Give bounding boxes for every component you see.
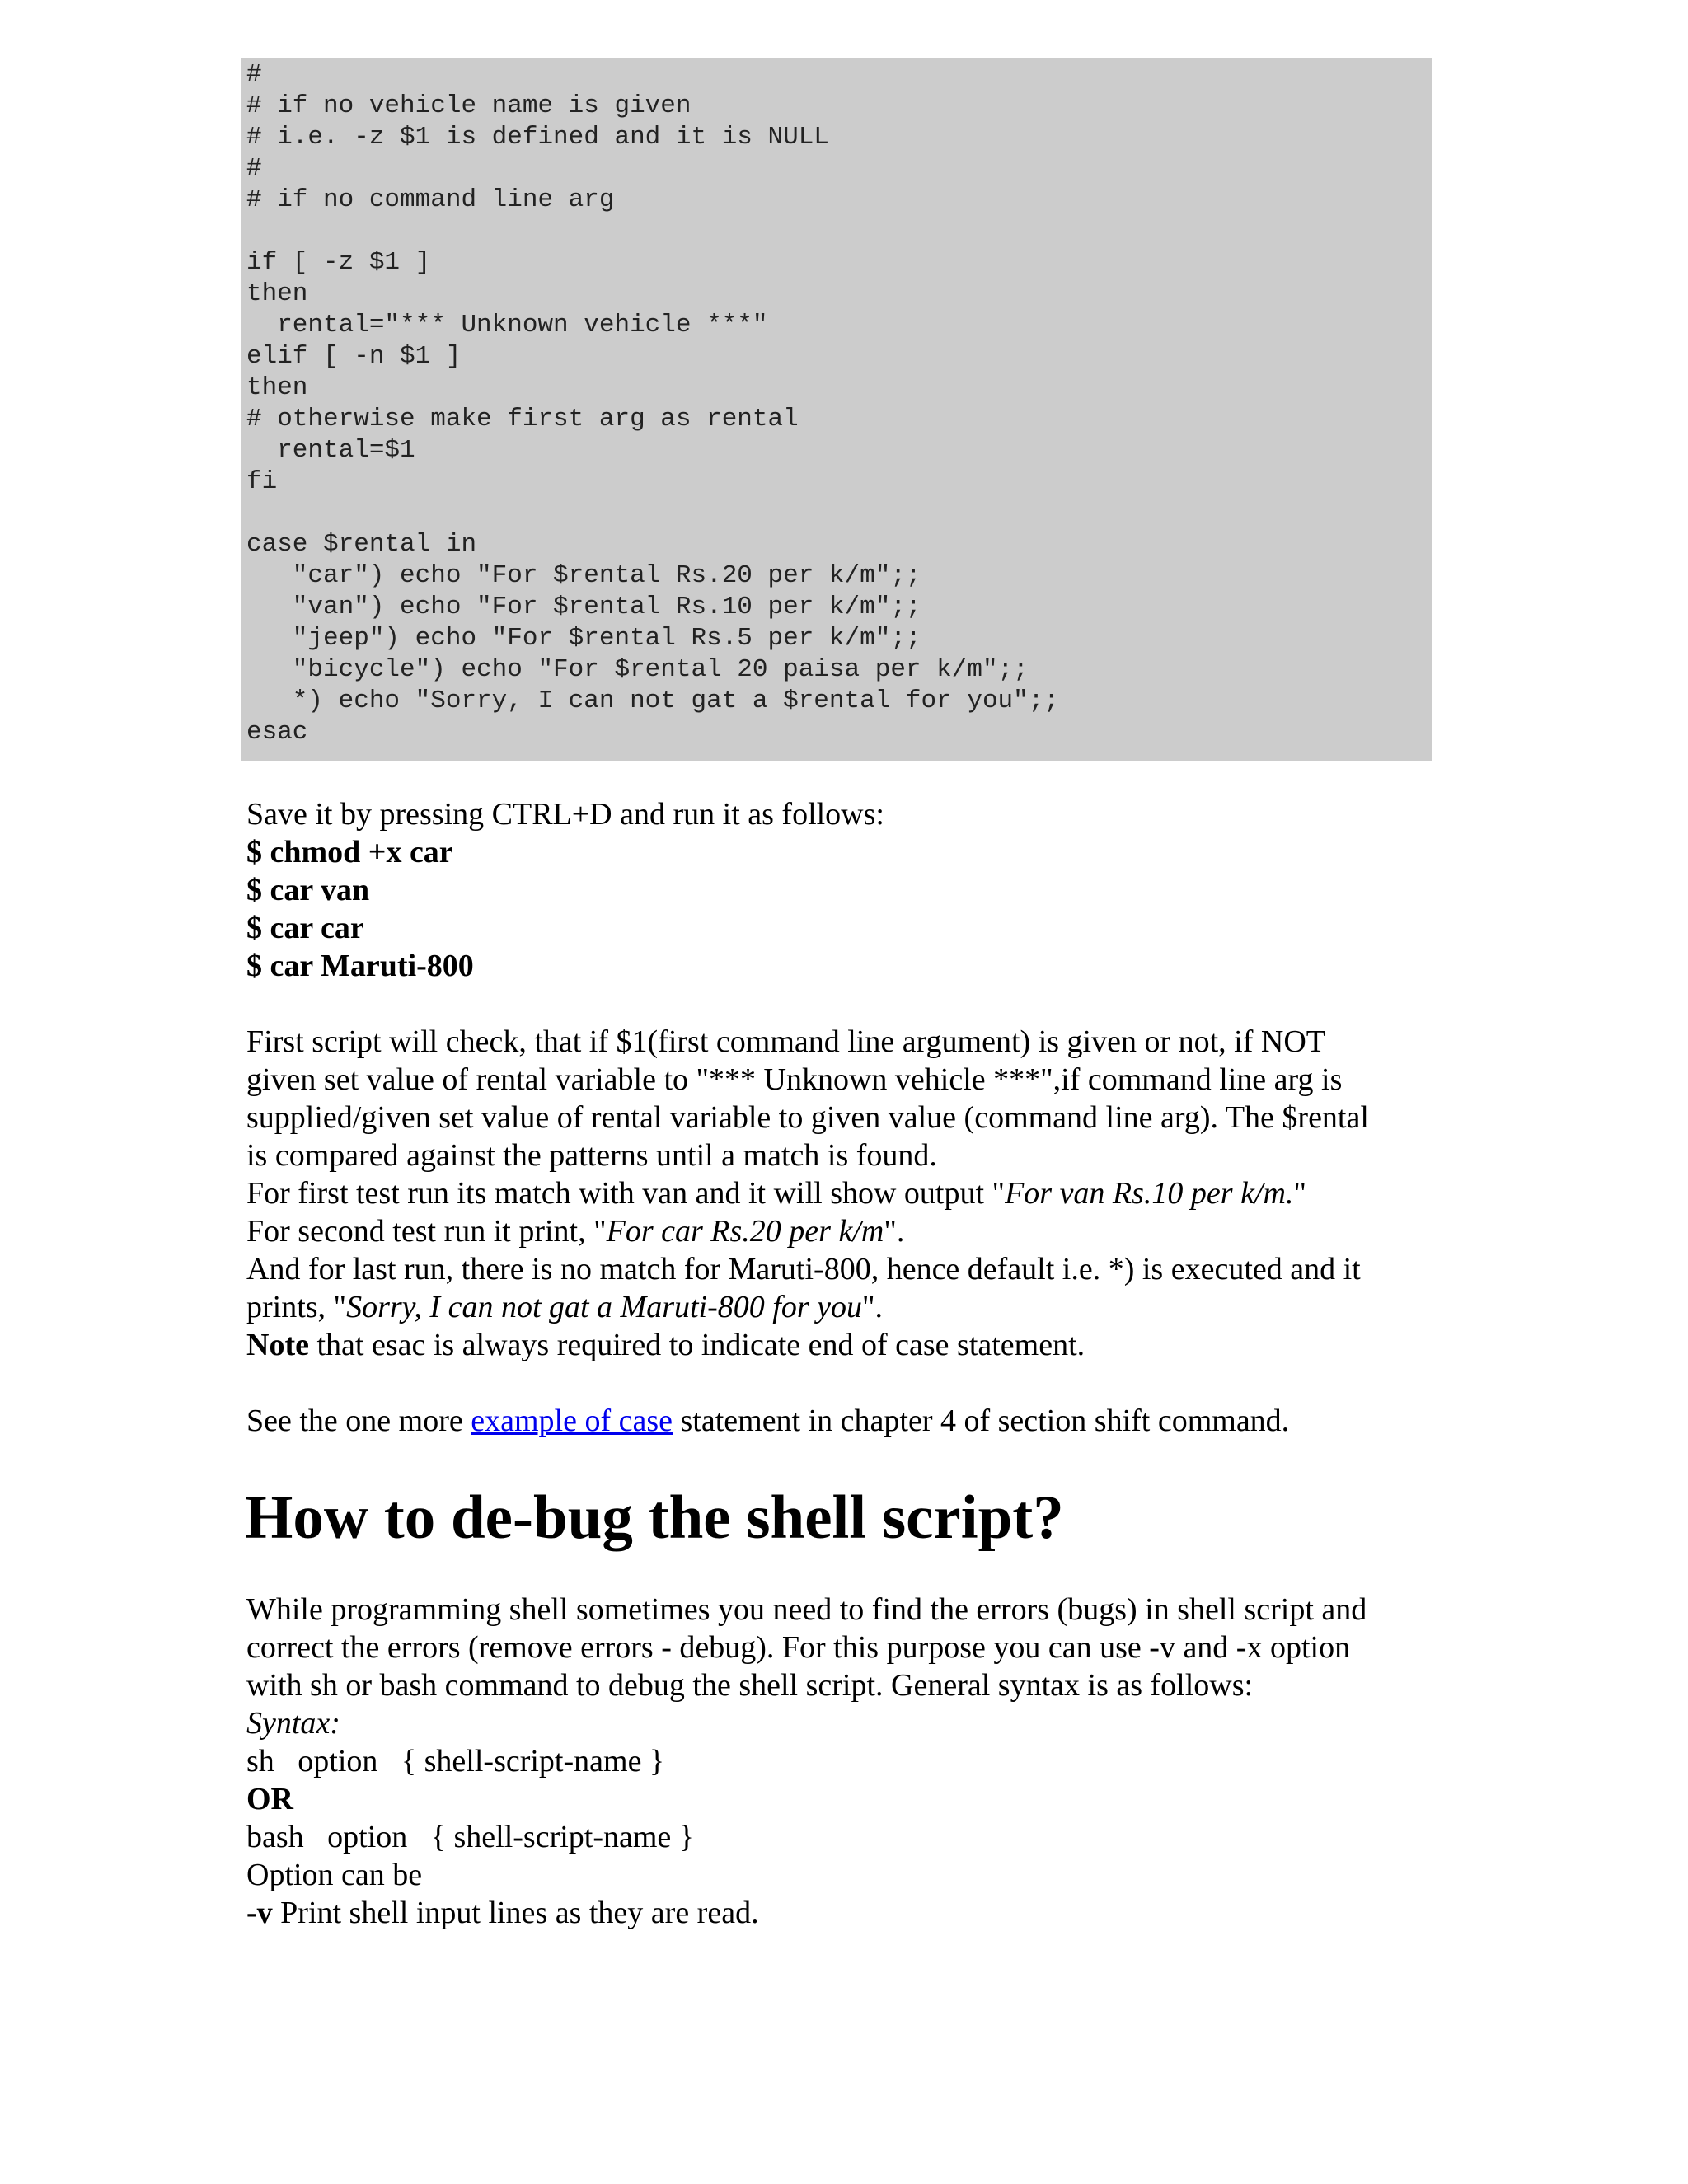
second-run-line (246, 1212, 1437, 1250)
code-line: # otherwise make first arg as rental (246, 405, 799, 434)
code-line: # i.e. -z $1 is defined and it is NULL (246, 123, 829, 152)
code-line: "van") echo "For $rental Rs.10 per k/m";; (246, 593, 921, 621)
see-more-prefix: See the one more (246, 1404, 471, 1438)
code-line: # if no vehicle name is given (246, 91, 692, 120)
first-run-line (246, 1174, 1437, 1212)
see-more-suffix: statement in chapter 4 of section shift command. (673, 1404, 1290, 1438)
code-line: case $rental in (246, 530, 477, 559)
option-v-text: Print shell input lines as they are read. (272, 1896, 759, 1930)
note-text: that esac is always required to indicate end of case statement. (308, 1328, 1085, 1362)
last-run-output: Sorry, I can not gat a Maruti-800 for you (346, 1290, 862, 1324)
code-line: # (246, 60, 262, 89)
option-v-flag: -v (246, 1896, 273, 1930)
first-run-prefix: For first test run its match with van and it will show output " (246, 1176, 1006, 1211)
last-run-line-1: And for last run, there is no match for Maruti-800, hence default i.e. *) is executed and it (246, 1252, 1361, 1286)
example-of-case-link[interactable]: example of case (471, 1404, 673, 1438)
second-run-prefix: For second test run it print, " (246, 1214, 607, 1249)
debug-heading: How to de-bug the shell script? (245, 1483, 1064, 1552)
spacer (246, 1364, 1437, 1402)
code-line: # (246, 154, 262, 183)
last-run-prefix: prints, " (246, 1290, 347, 1324)
run-instructions (246, 795, 1437, 985)
run-intro: Save it by pressing CTRL+D and run it as follows: (246, 797, 884, 832)
note-label: Note (246, 1328, 309, 1362)
command-car-van: $ car van (246, 873, 370, 907)
code-line: then (246, 279, 308, 308)
explanation-paragraph (246, 1023, 1437, 1440)
debug-line-3: with sh or bash command to debug the shell script. General syntax is as follows: (246, 1668, 1254, 1703)
last-run-suffix: ". (861, 1290, 883, 1324)
syntax-sh: sh option { shell-script-name } (246, 1744, 665, 1779)
explanation-line-3: supplied/given set value of rental variable to given value (command line arg). The $rental (246, 1100, 1369, 1135)
or-label: OR (246, 1782, 293, 1816)
code-line: then (246, 373, 308, 402)
explanation-line-1: First script will check, that if $1(first command line argument) is given or not, if NOT (246, 1024, 1325, 1059)
code-lines (246, 58, 1427, 748)
debug-paragraph (246, 1591, 1437, 1932)
code-line: elif [ -n $1 ] (246, 342, 462, 371)
code-line: *) echo "Sorry, I can not gat a $rental for you";; (246, 687, 1059, 715)
command-chmod: $ chmod +x car (246, 835, 453, 869)
code-line: if [ -z $1 ] (246, 248, 431, 277)
code-line: rental="*** Unknown vehicle ***" (246, 311, 768, 340)
command-car-maruti: $ car Maruti-800 (246, 949, 474, 983)
note-line (246, 1326, 1437, 1364)
code-line (246, 216, 1427, 247)
code-line: "car") echo "For $rental Rs.20 per k/m";; (246, 561, 921, 590)
code-line: esac (246, 718, 308, 747)
option-v-line (246, 1894, 1437, 1932)
first-run-suffix: " (1293, 1176, 1306, 1211)
code-line: "jeep") echo "For $rental Rs.5 per k/m";; (246, 624, 921, 653)
first-run-output: For van Rs.10 per k/m. (1005, 1176, 1294, 1211)
code-line: rental=$1 (246, 436, 415, 465)
code-line: # if no command line arg (246, 185, 615, 214)
syntax-label: Syntax: (246, 1706, 340, 1741)
second-run-output: For car Rs.20 per k/m (606, 1214, 884, 1249)
command-car-car: $ car car (246, 911, 364, 945)
code-line (246, 498, 1427, 529)
code-line: fi (246, 467, 278, 496)
explanation-line-4: is compared against the patterns until a match is found. (246, 1138, 937, 1173)
debug-line-1: While programming shell sometimes you need to find the errors (bugs) in shell script and (246, 1592, 1367, 1627)
see-more-line (246, 1402, 1437, 1440)
second-run-suffix: ". (884, 1214, 905, 1249)
code-block (241, 58, 1432, 761)
option-intro: Option can be (246, 1858, 423, 1892)
last-run-line-2 (246, 1288, 1437, 1326)
explanation-line-2: given set value of rental variable to "*** Unknown vehicle ***",if command line arg is (246, 1062, 1343, 1097)
debug-line-2: correct the errors (remove errors - debug). For this purpose you can use -v and -x option (246, 1630, 1351, 1665)
syntax-bash: bash option { shell-script-name } (246, 1820, 695, 1854)
code-line: "bicycle") echo "For $rental 20 paisa per k/m";; (246, 655, 1029, 684)
